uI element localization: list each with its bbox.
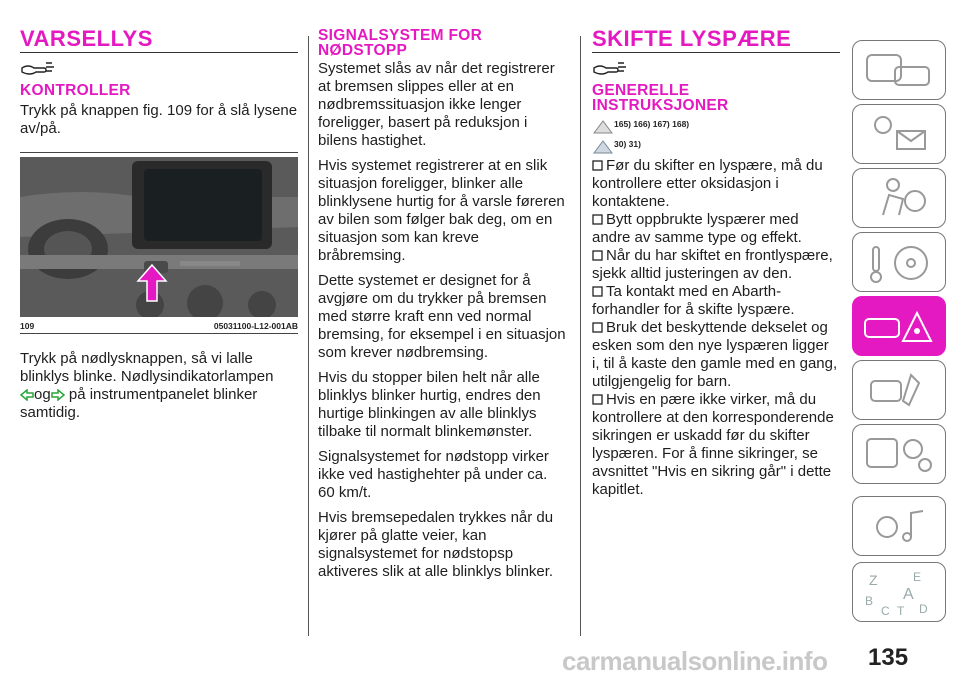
intro-paragraph: Trykk på knappen fig. 109 for å slå lysene av/på.: [20, 102, 298, 137]
safety-airbag-icon: [853, 169, 945, 227]
technical-data-icon: [853, 425, 945, 483]
column-divider-2: [580, 36, 581, 636]
tab-emergency[interactable]: [852, 296, 946, 356]
tips-list: [592, 157, 840, 499]
maintenance-icon: [853, 361, 945, 419]
paragraph: Hvis du stopper bilen helt når alle blinklys blinker hurtig, endres den hurtige blinkingen av alle blinklys tilbake til normalt blinkemønster.: [318, 369, 541, 440]
column-bulb-change: [592, 28, 840, 499]
svg-text:A: A: [903, 586, 914, 603]
subtitle-generelle: GENERELLE INSTRUKSJONER: [592, 82, 729, 114]
hand-lights-icon: [20, 59, 298, 79]
tip-item: [592, 247, 840, 283]
section-title-skifte-lyspaere: SKIFTE LYSPÆRE: [592, 28, 840, 53]
svg-text:C: C: [881, 604, 890, 618]
tip-text: Hvis en pære ikke virker, må du kontrollere at den korresponderende sikringen er uskadd før du skifter lyspæren. For å finne sikringer, se avsnittet "Hvis en sikring går" i dette kapitlet.: [592, 391, 834, 498]
tip-text: Bruk det beskyttende dekselet og esken som den nye lyspæren ligger i, til å kaste den gamle med en gang, utilgjengelig for barn.: [592, 319, 838, 390]
warning-lights-icon: [853, 105, 945, 163]
svg-text:B: B: [865, 594, 874, 608]
tip-item: [592, 157, 840, 211]
paragraph: Hvis bremsepedalen trykkes når du kjører på glatte veier, kan signalsystemet for nødstopsp aktiveres slik at alle blinklys blinker.: [318, 509, 554, 580]
page-number: 135: [868, 644, 909, 671]
multimedia-icon: [853, 497, 945, 555]
book-bullet-icon: [592, 394, 603, 405]
book-bullet-icon: [592, 160, 603, 171]
hazard-og: og: [34, 386, 51, 403]
tab-multimedia[interactable]: [852, 496, 946, 556]
subtitle-kontroller: KONTROLLER: [20, 82, 131, 99]
tip-item: [592, 319, 840, 391]
tip-item: [592, 391, 840, 499]
tab-safety[interactable]: [852, 168, 946, 228]
book-bullet-icon: [592, 250, 603, 261]
caution-triangle-icon: [592, 139, 614, 155]
emergency-icon: [853, 297, 945, 355]
svg-text:D: D: [919, 602, 928, 616]
dashboard-photo: [20, 157, 298, 317]
tab-maintenance[interactable]: [852, 360, 946, 420]
caution-refs: [592, 139, 840, 155]
paragraph: Dette systemet er designet for å avgjøre om du trykker på bremsen med større kraft enn ved normal bremsing, for eksempel i en situasjon som krever nødbremsing.: [318, 272, 566, 361]
emergency-stop-text: [318, 60, 566, 581]
car-dashboard-icon: [853, 41, 945, 99]
tab-index[interactable]: [852, 562, 946, 622]
warning-triangle-icon: [592, 119, 614, 135]
book-bullet-icon: [592, 286, 603, 297]
tab-warning-lights[interactable]: [852, 104, 946, 164]
index-icon: [853, 563, 945, 621]
tab-starting-driving[interactable]: [852, 232, 946, 292]
hazard-paragraph: [20, 350, 298, 422]
figure-109: [20, 152, 298, 319]
hazard-line-3: på instrumentpanelet blinker: [68, 386, 258, 403]
starting-driving-icon: [853, 233, 945, 291]
tip-text: Bytt oppbrukte lyspærer med andre av samme type og effekt.: [592, 211, 802, 246]
figure-caption: [20, 319, 298, 334]
tip-text: Ta kontakt med en Abarth-forhandler for å skifte lyspære.: [592, 283, 795, 318]
hazard-line-2: blinklys blinke. Nødlysindikatorlampen: [20, 368, 274, 385]
paragraph: Hvis systemet registrerer at en slik situasjon foreligger, blinker alle blinklysene hurtig for å varsle føreren av bilen som følger bak deg, om en situasjon som kan kreve bråbremsing.: [318, 157, 565, 264]
paragraph: Systemet slås av når det registrerer at bremsen slippes eller at en nødbremssituasjon ikke lenger foreligger, basert på reduksjon i bilens hastighet.: [318, 60, 555, 149]
section-title-varsellys: VARSELLYS: [20, 28, 298, 53]
svg-text:E: E: [913, 570, 922, 584]
caution-ref-numbers: 30) 31): [614, 139, 641, 149]
tip-text: Før du skifter en lyspære, må du kontrollere etter oksidasjon i kontaktene.: [592, 157, 823, 210]
tip-text: Når du har skiftet en frontlyspære, sjekk alltid justeringen av den.: [592, 247, 833, 282]
tab-technical-data[interactable]: [852, 424, 946, 484]
turn-signal-left-icon: [20, 389, 34, 401]
tab-car-dashboard[interactable]: [852, 40, 946, 100]
tip-item: [592, 211, 840, 247]
column-emergency-stop: [318, 28, 566, 588]
hazard-line-4: samtidig.: [20, 404, 81, 421]
svg-text:Z: Z: [869, 572, 878, 588]
hazard-line-1: Trykk på nødlysknappen, så vi lalle: [20, 350, 253, 367]
column-warning-lights: [20, 28, 298, 429]
turn-signal-right-icon: [51, 389, 65, 401]
book-bullet-icon: [592, 214, 603, 225]
column-divider-1: [308, 36, 309, 636]
watermark: carmanualsonline.info: [562, 646, 828, 676]
figure-code: 05031100-L12-001AB: [213, 321, 298, 331]
book-bullet-icon: [592, 322, 603, 333]
hand-lights-icon: [592, 59, 840, 79]
tip-item: [592, 283, 840, 319]
paragraph: Signalsystemet for nødstopp virker ikke ved hastighehter på under ca. 60 km/t.: [318, 448, 549, 501]
warning-refs: [592, 119, 840, 135]
figure-number: 109: [20, 321, 35, 331]
section-title-signalsystem: SIGNALSYSTEM FOR NØDSTOPP: [318, 27, 483, 59]
warning-ref-numbers: 165) 166) 167) 168): [614, 119, 690, 129]
svg-text:T: T: [897, 604, 905, 618]
